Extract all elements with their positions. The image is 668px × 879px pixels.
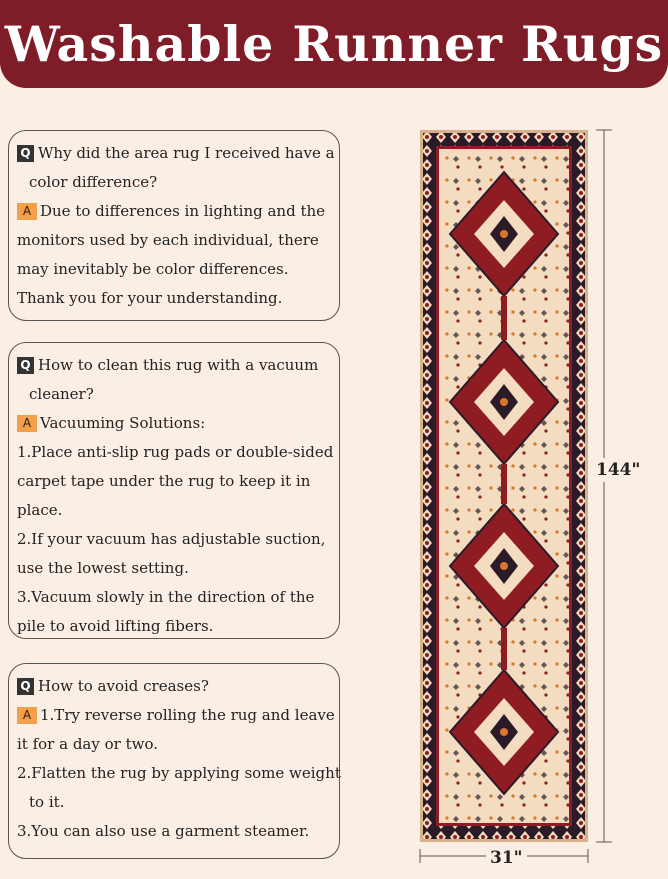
rug-width-label: 31": [486, 848, 527, 868]
rug-illustration: [420, 130, 588, 842]
faq-answer-line: to it.: [29, 793, 65, 811]
faq-card-vacuum: [8, 342, 340, 639]
faq-answer-line: A Vacuuming Solutions:: [17, 409, 333, 438]
faq-answer-line: 2.Flatten the rug by applying some weight: [17, 764, 341, 782]
faq-card-color-difference: [8, 130, 340, 321]
faq-answer-line: may inevitably be color differences.: [17, 260, 289, 278]
faq-card-creases: [8, 663, 340, 859]
question-badge: Q: [17, 678, 34, 695]
faq-question-line: Q Why did the area rug I received have a: [17, 139, 333, 168]
faq-answer-line: Thank you for your understanding.: [17, 289, 283, 307]
header-banner: [0, 0, 668, 88]
answer-badge: A: [17, 203, 37, 220]
faq-answer-line: place.: [17, 501, 63, 519]
faq-answer-line: 3.You can also use a garment steamer.: [17, 822, 310, 840]
question-badge: Q: [17, 357, 34, 374]
faq-answer-line: 2.If your vacuum has adjustable suction,: [17, 530, 326, 548]
faq-answer-line: 3.Vacuum slowly in the direction of the: [17, 588, 315, 606]
faq-answer-line: 1.Place anti-slip rug pads or double-sided: [17, 443, 334, 461]
faq-answer-line: use the lowest setting.: [17, 559, 189, 577]
page-title: Washable Runner Rugs: [4, 15, 664, 73]
rug-length-label: 144": [596, 460, 641, 480]
faq-answer-line: it for a day or two.: [17, 735, 158, 753]
length-dimension-line: [592, 128, 616, 844]
faq-question-line: Q How to avoid creases?: [17, 672, 333, 701]
answer-badge: A: [17, 415, 37, 432]
faq-question-line: color difference?: [29, 173, 158, 191]
faq-answer-line: A 1.Try reverse rolling the rug and leave: [17, 701, 333, 730]
faq-answer-line: pile to avoid lifting fibers.: [17, 617, 214, 635]
faq-answer-line: monitors used by each individual, there: [17, 231, 319, 249]
faq-question-line: Q How to clean this rug with a vacuum: [17, 351, 333, 380]
answer-badge: A: [17, 707, 37, 724]
question-badge: Q: [17, 145, 34, 162]
rug-product-image: [420, 130, 588, 842]
faq-answer-line: carpet tape under the rug to keep it in: [17, 472, 311, 490]
faq-question-line: cleaner?: [29, 385, 94, 403]
faq-answer-line: A Due to differences in lighting and the: [17, 197, 333, 226]
